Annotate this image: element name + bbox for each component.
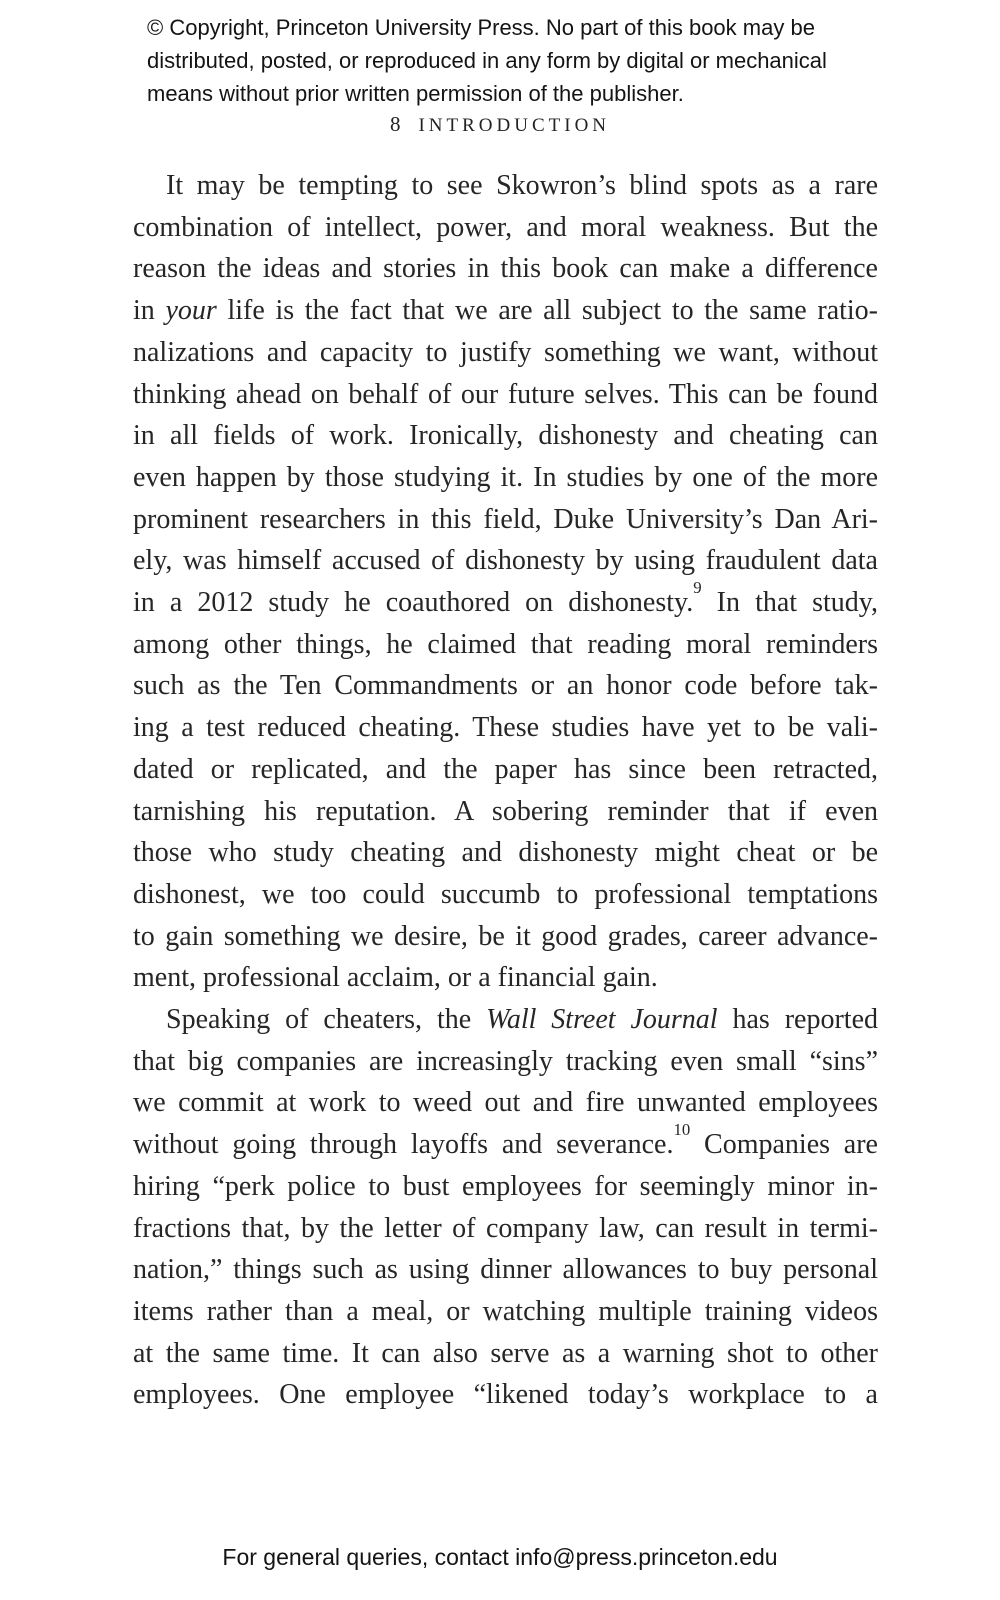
body-line: employees. One employee “likened today’s workplace to a [133, 1379, 878, 1411]
footer-contact [0, 1544, 1000, 1571]
body-line: ely, was himself accused of dishonesty by using fraudulent data [133, 545, 878, 577]
body-line: combination of intellect, power, and moral weakness. But the [133, 211, 878, 243]
body-line: to gain something we desire, be it good grades, career advance- [133, 920, 878, 952]
running-head [0, 112, 1000, 137]
body-text [133, 165, 878, 1416]
body-line: we commit at work to weed out and fire unwanted employees [133, 1087, 878, 1119]
body-line: reason the ideas and stories in this book can make a difference [133, 253, 878, 285]
body-line: Speaking of cheaters, the Wall Street Journal has reported [166, 1004, 878, 1036]
body-line: fractions that, by the letter of company law, can result in termi- [133, 1212, 878, 1244]
body-line: thinking ahead on behalf of our future selves. This can be found [133, 378, 878, 410]
body-line: prominent researchers in this field, Duke University’s Dan Ari- [133, 503, 878, 535]
body-line: that big companies are increasingly tracking even small “sins” [133, 1045, 878, 1077]
page-number: 8 [389, 112, 401, 136]
body-line: nation,” things such as using dinner allowances to buy personal [133, 1254, 878, 1286]
body-line: ing a test reduced cheating. These studies have yet to be vali- [133, 712, 878, 744]
body-line: items rather than a meal, or watching multiple training videos [133, 1295, 878, 1327]
copyright-line: © Copyright, Princeton University Press. No part of this book may be [147, 15, 815, 40]
body-line: hiring “perk police to bust employees for seemingly minor in- [133, 1170, 878, 1202]
body-line: nalizations and capacity to justify something we want, without [133, 336, 878, 368]
body-line: without going through layoffs and severance.$^{10}$ Companies are [133, 1120, 878, 1161]
body-line: dishonest, we too could succumb to professional temptations [133, 878, 878, 910]
body-line: in your life is the fact that we are all subject to the same ratio- [133, 295, 879, 327]
footer-text: For general queries, contact info@press.princeton.edu [222, 1544, 778, 1570]
body-line: among other things, he claimed that reading moral reminders [133, 628, 878, 660]
body-line: It may be tempting to see Skowron’s blind spots as a rare [166, 170, 878, 201]
copyright-line: means without prior written permission of the publisher. [147, 81, 684, 106]
body-line: such as the Ten Commandments or an honor code before tak- [133, 670, 878, 702]
body-line: dated or replicated, and the paper has since been retracted, [133, 753, 878, 785]
chapter-title: INTRODUCTION [418, 115, 611, 136]
body-line: ment, professional acclaim, or a financial gain. [133, 962, 658, 994]
body-line: at the same time. It can also serve as a warning shot to other [133, 1337, 878, 1369]
copyright-notice [147, 11, 857, 110]
body-line: tarnishing his reputation. A sobering reminder that if even [133, 795, 878, 827]
copyright-line: distributed, posted, or reproduced in any form by digital or mechanical [147, 48, 827, 73]
body-line: in all fields of work. Ironically, dishonesty and cheating can [133, 420, 878, 452]
body-line: even happen by those studying it. In studies by one of the more [133, 461, 878, 493]
body-line: in a 2012 study he coauthored on dishonesty.$^9$ In that study, [133, 578, 878, 619]
body-line: those who study cheating and dishonesty might cheat or be [133, 837, 878, 869]
